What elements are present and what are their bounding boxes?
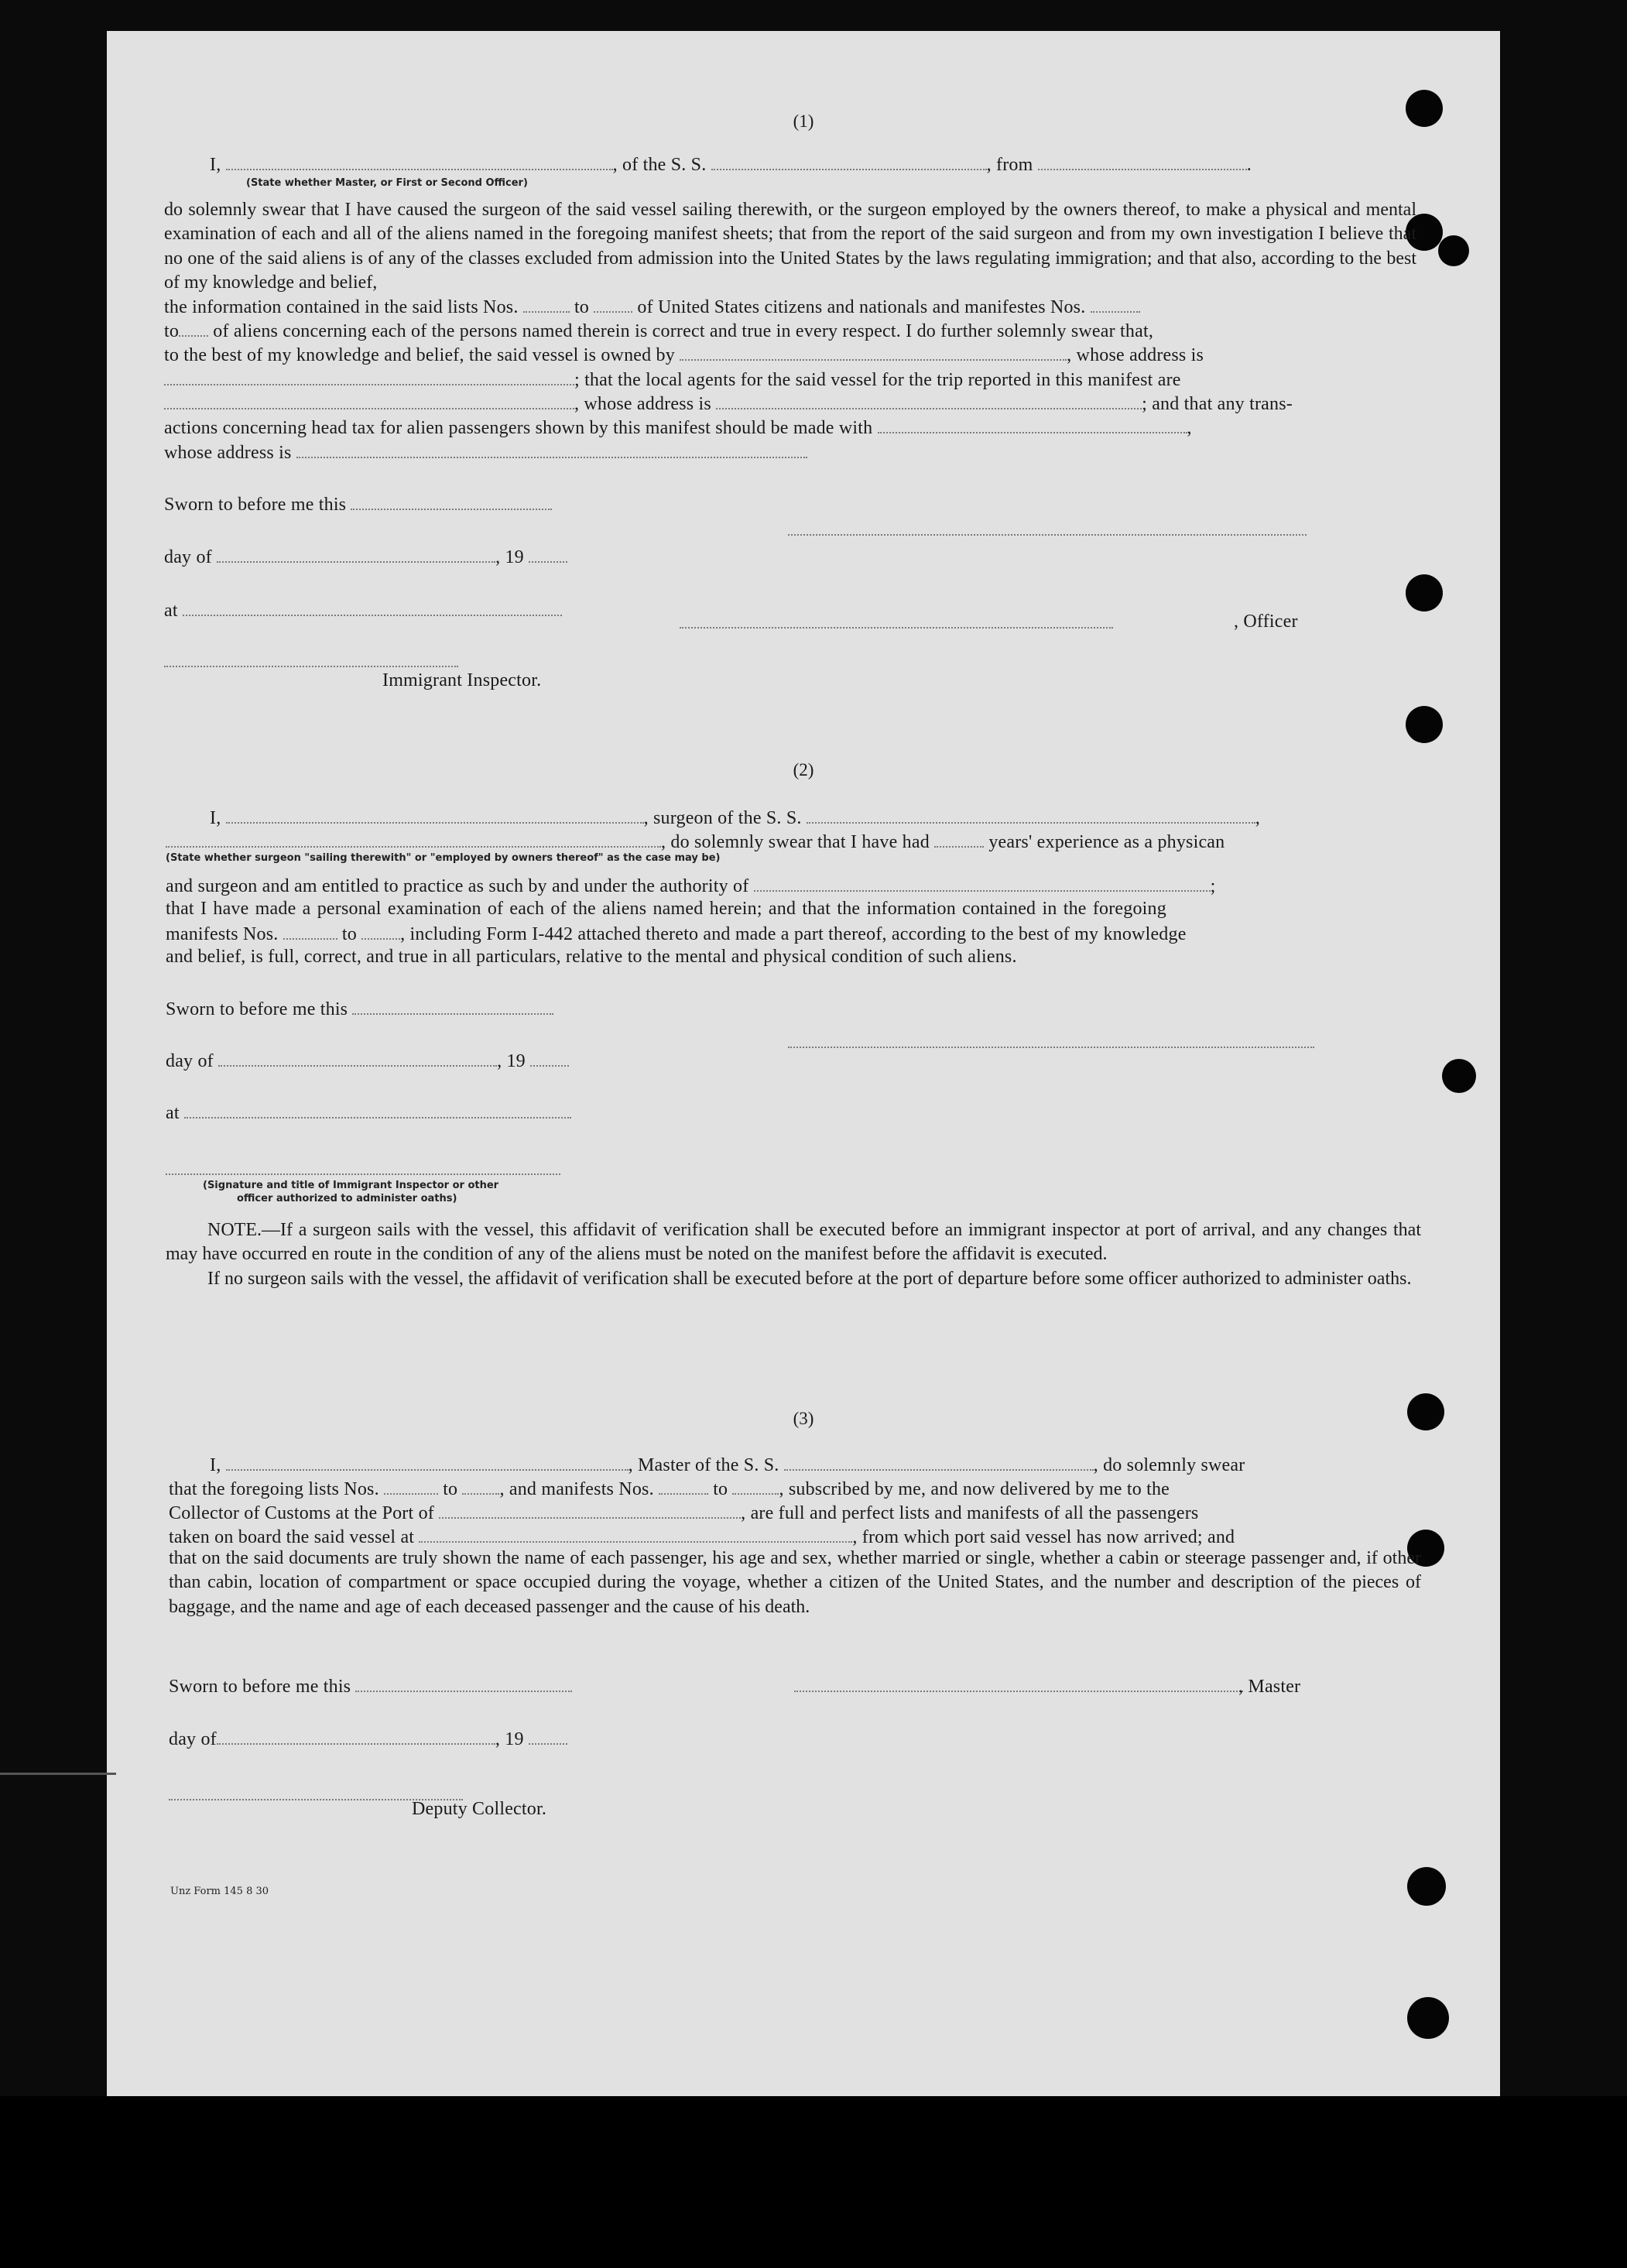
years-experience-field[interactable] [934,831,984,848]
s1-owned-text: to the best of my knowledge and belief, the said vessel is owned by [164,345,675,365]
s1-info-line [164,296,1140,318]
s1-officer-signature-line[interactable] [788,534,1307,536]
s3-paragraph: that on the said documents are truly shown the name of each passenger, his age and sex, whether married or single, whether a cabin or steerage passenger and, if other than cabin, location of compartment or space occupied during the voyage, whether a citizen of the United States, and the number and description of the pieces of baggage, and the name and age of each deceased passenger and the cause of his death. [169,1548,1421,1617]
s2-manifest-from-field[interactable] [283,923,337,940]
s2-sig-note-1: (Signature and title of Immigrant Inspector or other [203,1180,499,1191]
citizen-list-to-field[interactable] [594,296,632,313]
s1-info-manifests: of United States citizens and nationals and manifestes Nos. [637,297,1086,317]
surgeon-name-field[interactable] [226,807,644,824]
s3-i: I, [210,1455,221,1475]
s1-to-text: of aliens concerning each of the persons named therein is correct and true in every respect. I do further solemnly swear that, [213,321,1154,341]
s3-ss-text: , Master of the S. S. [628,1455,779,1475]
s2-comma: , [1255,808,1260,828]
head-tax-address-field[interactable] [296,441,807,458]
s3-subscribed-text: , subscribed by me, and now delivered by me to the [779,1479,1170,1499]
port-from-field[interactable] [1038,153,1247,170]
s1-sworn-date-field[interactable] [351,493,552,510]
s3-year-field[interactable] [529,1728,567,1745]
s2-sworn-line [166,998,553,1020]
s2-inspector-sig-line[interactable] [166,1173,560,1175]
s2-ss-text: , surgeon of the S. S. [643,808,802,828]
s3-list-to-field[interactable] [462,1478,499,1495]
s1-owned-addr: , whose address is [1067,345,1204,365]
s1-to: to [164,321,180,341]
s3-line-3 [169,1502,1198,1524]
citizen-list-from-field[interactable] [523,296,570,313]
s1-addr-line [164,441,807,464]
punch-hole [1406,706,1443,743]
s1-info-text: the information contained in the said lists Nos. [164,297,519,317]
s1-trans-text: ; and that any trans- [1142,394,1293,414]
s2-dayof-line [166,1050,569,1072]
s1-dayof-text: day of [164,547,212,567]
s1-info-to: to [574,297,590,317]
manifest-to-field[interactable] [179,320,208,337]
s3-master-label: , Master [1238,1677,1301,1697]
s1-addr-text: whose address is [164,443,292,463]
s3-lists-text: that the foregoing lists Nos. [169,1479,379,1499]
s2-form-text: , including Form I-442 attached thereto and made a part thereof, according to the best of my knowledge [400,924,1187,944]
s1-actions-text: actions concerning head tax for alien passengers shown by this manifest should be made with [164,418,873,438]
officer-name-field[interactable] [226,153,613,170]
s3-taken-text: taken on board the said vessel at [169,1527,415,1547]
s1-officer-label: , Officer [1234,612,1298,632]
s3-sworn-text: Sworn to before me this [169,1677,351,1697]
s2-dayof-text: day of [166,1051,214,1071]
s2-manifest-to-field[interactable] [361,923,400,940]
s1-paragraph: do solemnly swear that I have caused the surgeon of the said vessel sailing therewith, or the surgeon employed by the owners thereof, to make a physical and mental examination of each and all of the aliens named in the foregoing manifest sheets; that from the report of the said surgeon and from my own investigation I believe that no one of the said aliens is of any of the classes excluded from admission into the United States by the laws regulating immigration; and that also, according to the best of my knowledge and belief, [164,200,1416,293]
s2-years-text: years' experience as a physican [988,832,1225,852]
port-of-embarkation-field[interactable] [419,1526,852,1543]
s3-arrived-text: , from which port said vessel has now arrived; and [852,1527,1235,1547]
s2-line-2 [166,831,1225,853]
s1-line-1 [210,153,1252,176]
s2-line-5 [166,923,1187,945]
s3-manifest-from-field[interactable] [659,1478,708,1495]
s1-i: I, [210,155,221,175]
s2-status-note: (State whether surgeon "sailing therewith" or "employed by owners thereof" as the case may be) [166,852,721,864]
s1-inspector-sig-line[interactable] [164,666,458,667]
s3-collector-label: Deputy Collector. [412,1799,547,1819]
s2-surgeon-signature-line[interactable] [788,1047,1314,1048]
section-1-label: (1) [793,111,814,131]
s1-sworn-line [164,493,552,516]
section-3-label: (3) [793,1409,814,1428]
s1-actions-line [164,416,1192,439]
punch-hole [1407,1997,1449,2039]
s3-line-2 [169,1478,1170,1500]
s1-whose-line [164,392,1293,415]
s1-inspector-label: Immigrant Inspector. [382,670,542,690]
s2-at-line [166,1101,571,1124]
form-number: Unz Form 145 8 30 [170,1886,269,1897]
punch-hole [1406,574,1443,612]
s3-list-from-field[interactable] [384,1478,438,1495]
s2-note-1: NOTE.—If a surgeon sails with the vessel, this affidavit of verification shall be executed before an immigrant inspector at port of arrival, and any changes that may have occurred en route in the condition of any of the aliens must be noted on the manifest before the affidavit is executed. [166,1220,1421,1265]
s2-line-3 [166,875,1215,897]
s2-sig-note-2: officer authorized to administer oaths) [237,1193,457,1204]
owner-address-field[interactable] [164,368,574,385]
s2-authority-text: and surgeon and am entitled to practice as such by and under the authority of [166,876,749,896]
s2-to: to [341,924,357,944]
agents-address-field[interactable] [716,392,1142,409]
punch-hole [1438,235,1469,266]
s1-period: . [1246,155,1252,175]
s3-full-text: , are full and perfect lists and manifests of all the passengers [741,1503,1199,1523]
s3-line-4 [169,1526,1235,1548]
s3-vessel-field[interactable] [784,1454,1094,1471]
punch-hole [1407,1867,1446,1906]
s1-ss-text: , of the S. S. [612,155,707,175]
s1-at-text: at [164,601,178,621]
s2-sworn-date-field[interactable] [352,998,553,1015]
s2-sworn-text: Sworn to before me this [166,999,348,1019]
s3-sworn-date-field[interactable] [355,1675,572,1692]
s3-sworn-line [169,1675,572,1698]
s3-dayof-line [169,1728,567,1750]
s2-vessel-field[interactable] [807,807,1255,824]
s2-line-4: that I have made a personal examination of each of the aliens named herein; and that the information contained in the foregoing [166,899,1166,919]
s2-note-2: If no surgeon sails with the vessel, the affidavit of verification shall be executed before at the port of departure before some officer authorized to administer oaths. [207,1268,1412,1289]
s3-year-text: , 19 [495,1729,524,1749]
s3-manifests-text: , and manifests Nos. [499,1479,654,1499]
agents-field[interactable] [164,392,574,409]
s3-swear-text: , do solemnly swear [1093,1455,1245,1475]
s1-year-field[interactable] [529,546,567,563]
s2-note-block [166,1218,1421,1291]
s3-manifest-to-field[interactable] [732,1478,779,1495]
s1-actions-comma: , [1187,418,1192,438]
section-2-label: (2) [793,760,814,779]
s3-collector-text: Collector of Customs at the Port of [169,1503,434,1523]
s3-month-field[interactable] [217,1728,495,1745]
s2-place-field[interactable] [184,1101,571,1119]
s2-i: I, [210,808,221,828]
s1-to-line [164,320,1153,342]
manifest-verification-form [107,31,1500,2096]
s1-agents-text: ; that the local agents for the said vessel for the trip reported in this manifest are [574,370,1181,390]
s1-officer-sig-line[interactable] [680,627,1113,629]
surgeon-status-field[interactable] [166,831,661,848]
s3-to-1: to [443,1479,458,1499]
port-of-arrival-field[interactable] [439,1502,741,1519]
punch-hole [1442,1059,1476,1093]
s1-officer-note: (State whether Master, or First or Second Officer) [246,177,528,189]
s3-line-1 [210,1454,1245,1476]
manifest-from-field[interactable] [1091,296,1140,313]
s1-agents-line [164,368,1181,391]
s3-to-2: to [713,1479,728,1499]
s1-dayof-line [164,546,567,568]
s1-whose-text: , whose address is [574,394,711,414]
s3-master-signature-line[interactable] [794,1691,1243,1692]
scan-bottom-margin [0,2096,1627,2268]
s2-semicolon: ; [1210,876,1216,896]
s2-at-text: at [166,1103,180,1123]
owner-field[interactable] [680,344,1067,361]
s1-from-text: , from [986,155,1033,175]
s3-dayof-text: day of [169,1729,217,1749]
s1-at-line [164,599,562,622]
s1-owned-line [164,344,1204,366]
s2-month-field[interactable] [218,1050,497,1067]
s1-sworn-text: Sworn to before me this [164,495,347,515]
scan-artifact [0,1773,116,1775]
authority-field[interactable] [754,875,1211,892]
s1-place-field[interactable] [183,599,562,616]
vessel-name-field[interactable] [711,153,987,170]
s1-year-text: , 19 [495,547,524,567]
s2-year-field[interactable] [530,1050,569,1067]
s2-line-1 [210,807,1260,829]
master-name-field[interactable] [226,1454,629,1471]
s2-line-6: and belief, is full, correct, and true in all particulars, relative to the mental and physical condition of such aliens. [166,947,1017,967]
head-tax-field[interactable] [878,416,1187,433]
s2-swear-text: , do solemnly swear that I have had [661,832,930,852]
s1-month-field[interactable] [217,546,495,563]
s2-manifests-text: manifests Nos. [166,924,279,944]
s2-year-text: , 19 [497,1051,526,1071]
